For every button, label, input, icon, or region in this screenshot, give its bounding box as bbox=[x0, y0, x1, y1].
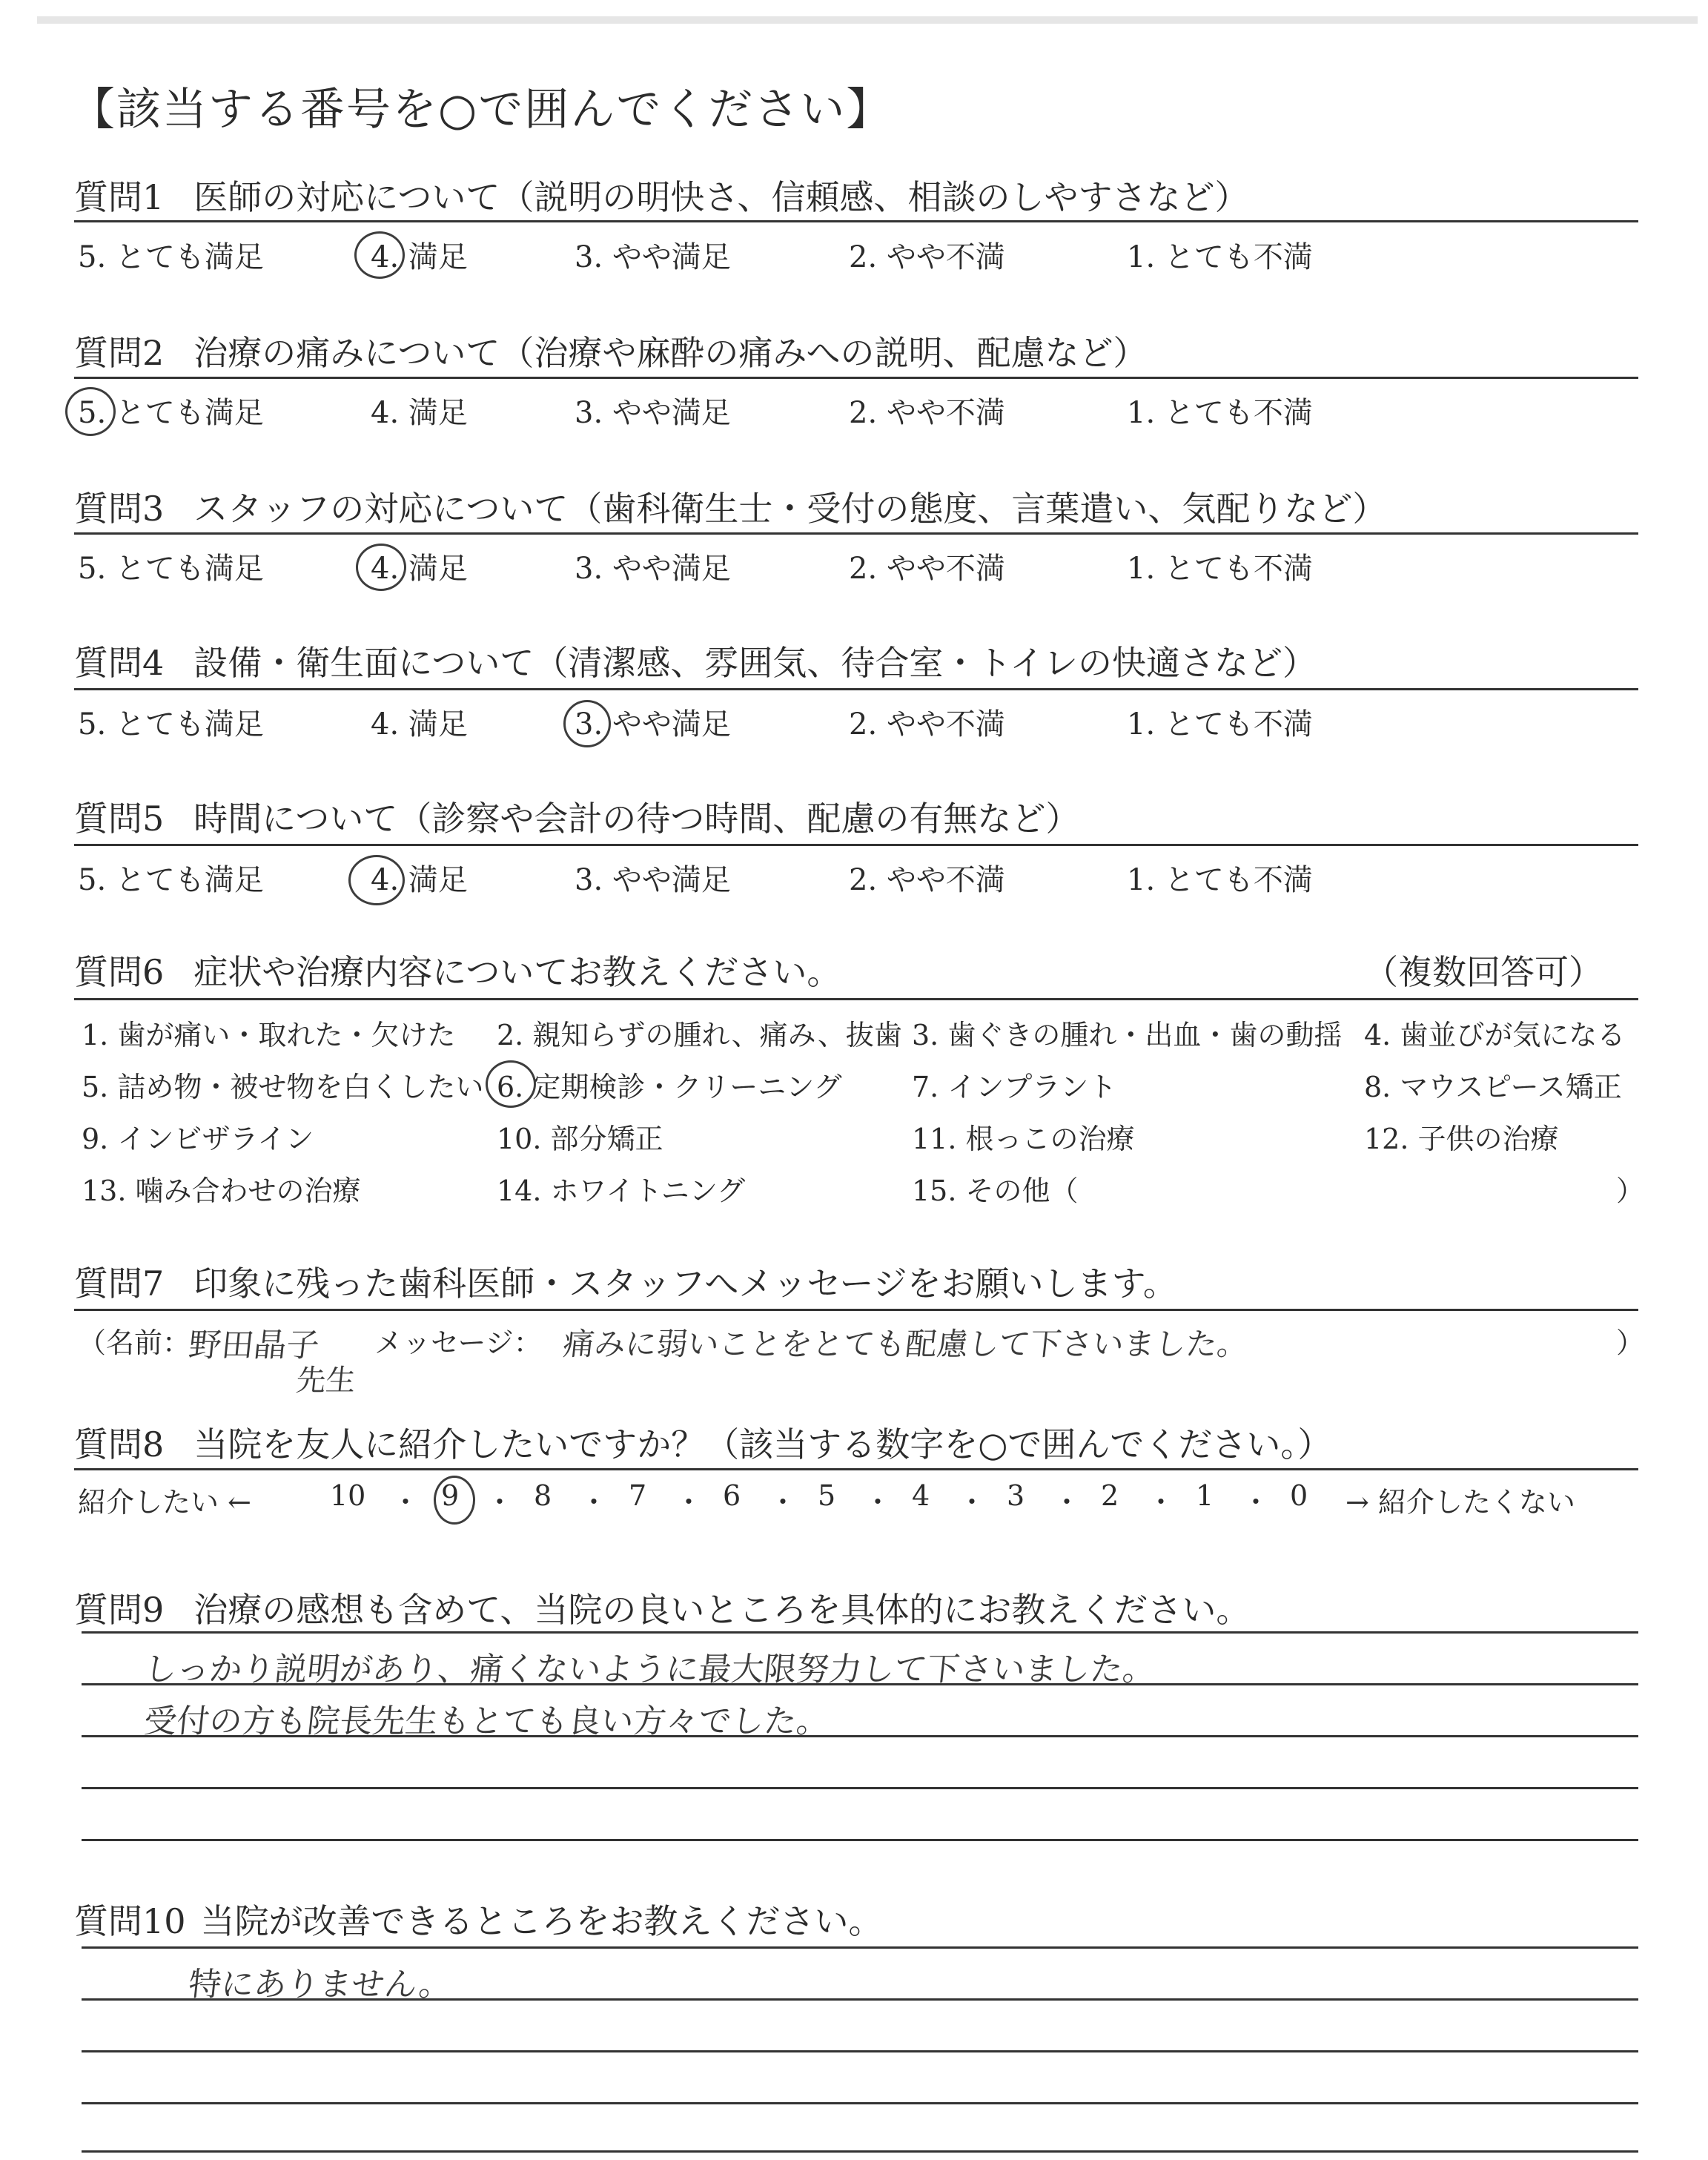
q8-value-5[interactable]: 5 bbox=[818, 1479, 836, 1512]
q2-option-4[interactable]: 4. 満足 bbox=[371, 396, 468, 430]
question-3-text: スタッフの対応について（歯科衛生士・受付の態度、言葉遣い、気配りなど） bbox=[193, 489, 1387, 529]
q6-item-12[interactable]: 12. 子供の治療 bbox=[1364, 1123, 1559, 1155]
q3-selection-circle bbox=[356, 544, 406, 591]
q6-item-13[interactable]: 13. 噛み合わせの治療 bbox=[82, 1175, 361, 1207]
q9-line-4 bbox=[82, 1787, 1638, 1789]
q8-separator: ・ bbox=[1242, 1486, 1271, 1519]
q1-option-3[interactable]: 3. やや満足 bbox=[575, 240, 731, 274]
q3-option-4[interactable]: 4. 満足 bbox=[371, 552, 468, 586]
q10-line-3 bbox=[82, 2050, 1638, 2052]
q8-separator: ・ bbox=[769, 1486, 798, 1519]
q8-value-3[interactable]: 3 bbox=[1007, 1479, 1025, 1512]
q6-item-11[interactable]: 11. 根っこの治療 bbox=[912, 1123, 1135, 1155]
q8-value-10[interactable]: 10 bbox=[330, 1479, 366, 1512]
question-6-label: 質問6 bbox=[74, 952, 165, 992]
q1-option-1[interactable]: 1. とても不満 bbox=[1127, 240, 1313, 274]
question-1-label: 質問1 bbox=[74, 177, 165, 217]
question-5-text: 時間について（診察や会計の待つ時間、配慮の有無など） bbox=[193, 799, 1080, 839]
q10-line-1 bbox=[82, 1946, 1638, 1949]
question-6-rule bbox=[74, 998, 1638, 1000]
q7-name-value[interactable]: 野田晶子 bbox=[186, 1327, 322, 1364]
q6-item-15-close: ） bbox=[1616, 1175, 1645, 1207]
q5-option-5[interactable]: 5. とても満足 bbox=[78, 863, 264, 897]
question-7-rule bbox=[74, 1309, 1638, 1311]
question-5-rule bbox=[74, 844, 1638, 846]
q8-separator: ・ bbox=[580, 1486, 609, 1519]
q8-selection-circle bbox=[434, 1476, 475, 1525]
q2-option-3[interactable]: 3. やや満足 bbox=[575, 396, 731, 430]
question-4-label: 質問4 bbox=[74, 643, 165, 683]
q6-item-5[interactable]: 5. 詰め物・被せ物を白くしたい bbox=[82, 1071, 484, 1103]
question-9-label: 質問9 bbox=[74, 1590, 165, 1630]
question-1-rule bbox=[74, 220, 1638, 222]
question-8-text: 当院を友人に紹介したいですか？（該当する数字を○で囲んでください。） bbox=[193, 1424, 1332, 1464]
q8-separator: ・ bbox=[675, 1486, 704, 1519]
q1-option-2[interactable]: 2. やや不満 bbox=[849, 240, 1005, 274]
q4-option-1[interactable]: 1. とても不満 bbox=[1127, 707, 1313, 742]
q3-option-1[interactable]: 1. とても不満 bbox=[1127, 552, 1313, 586]
form-title: 【該当する番号を○で囲んでください】 bbox=[70, 84, 893, 136]
question-4-title bbox=[74, 636, 1317, 685]
q4-selection-circle bbox=[563, 700, 611, 747]
q1-option-4[interactable]: 4. 満足 bbox=[371, 240, 468, 274]
question-9-text: 治療の感想も含めて、当院の良いところを具体的にお教えください。 bbox=[193, 1590, 1251, 1630]
q6-item-15[interactable]: 15. その他（ bbox=[912, 1175, 1079, 1207]
q6-item-4[interactable]: 4. 歯並びが気になる bbox=[1364, 1019, 1626, 1051]
q3-option-3[interactable]: 3. やや満足 bbox=[575, 552, 731, 586]
q6-item-2[interactable]: 2. 親知らずの腫れ、痛み、抜歯 bbox=[497, 1019, 902, 1051]
q4-option-2[interactable]: 2. やや不満 bbox=[849, 707, 1005, 742]
q8-value-6[interactable]: 6 bbox=[723, 1479, 741, 1512]
q7-name-label: （名前： bbox=[78, 1327, 191, 1359]
q3-option-2[interactable]: 2. やや不満 bbox=[849, 552, 1005, 586]
q6-item-7[interactable]: 7. インプラント bbox=[912, 1071, 1117, 1103]
question-6-text: 症状や治療内容についてお教えください。 bbox=[193, 952, 841, 992]
q6-item-8[interactable]: 8. マウスピース矯正 bbox=[1364, 1071, 1622, 1103]
q7-close-paren: ） bbox=[1616, 1327, 1645, 1359]
question-5-label: 質問5 bbox=[74, 799, 165, 839]
q6-item-1[interactable]: 1. 歯が痛い・取れた・欠けた bbox=[82, 1019, 456, 1051]
question-4-text: 設備・衛生面について（清潔感、雰囲気、待合室・トイレの快適さなど） bbox=[193, 643, 1317, 683]
question-7-label: 質問7 bbox=[74, 1264, 165, 1304]
q9-line-1 bbox=[82, 1631, 1638, 1634]
q8-value-9[interactable]: 9 bbox=[441, 1479, 460, 1512]
q8-value-7[interactable]: 7 bbox=[629, 1479, 647, 1512]
question-7-title bbox=[74, 1257, 1177, 1306]
q1-selection-circle bbox=[354, 231, 405, 279]
q8-value-2[interactable]: 2 bbox=[1101, 1479, 1119, 1512]
q9-answer-line-2[interactable]: 受付の方も院長先生もとても良い方々でした。 bbox=[142, 1702, 832, 1740]
q8-value-8[interactable]: 8 bbox=[534, 1479, 552, 1512]
q7-message-value[interactable]: 痛みに弱いことをとても配慮して下さいました。 bbox=[561, 1326, 1251, 1362]
q10-line-4 bbox=[82, 2102, 1638, 2104]
question-6-note: （複数回答可） bbox=[1364, 952, 1603, 992]
q8-right-label: → 紹介したくない bbox=[1345, 1486, 1575, 1519]
q3-option-5[interactable]: 5. とても満足 bbox=[78, 552, 264, 586]
question-10-label: 質問10 bbox=[74, 1901, 186, 1941]
question-8-label: 質問8 bbox=[74, 1424, 165, 1464]
q8-separator: ・ bbox=[958, 1486, 987, 1519]
question-2-label: 質問2 bbox=[74, 333, 165, 373]
question-2-text: 治療の痛みについて（治療や麻酔の痛みへの説明、配慮など） bbox=[193, 333, 1148, 373]
question-1-text: 医師の対応について（説明の明快さ、信頼感、相談のしやすさなど） bbox=[193, 177, 1249, 217]
question-2-rule bbox=[74, 377, 1638, 379]
q10-line-5 bbox=[82, 2150, 1638, 2153]
question-2-title bbox=[74, 326, 1147, 375]
q6-selection-circle bbox=[486, 1060, 536, 1108]
q9-line-5 bbox=[82, 1839, 1638, 1841]
question-3-title bbox=[74, 482, 1386, 531]
question-6-title bbox=[74, 945, 841, 994]
q8-value-1[interactable]: 1 bbox=[1196, 1479, 1214, 1512]
question-1-title bbox=[74, 171, 1249, 219]
q10-answer-line-1[interactable]: 特にありません。 bbox=[186, 1966, 454, 2004]
q8-left-label: 紹介したい ← bbox=[78, 1486, 251, 1519]
q8-value-0[interactable]: 0 bbox=[1290, 1479, 1308, 1512]
q6-item-6[interactable]: 6. 定期検診・クリーニング bbox=[497, 1071, 842, 1103]
q9-answer-line-1[interactable]: しっかり説明があり、痛くないように最大限努力して下さいました。 bbox=[142, 1651, 1158, 1688]
q6-item-10[interactable]: 10. 部分矯正 bbox=[497, 1123, 663, 1155]
q5-option-2[interactable]: 2. やや不満 bbox=[849, 863, 1005, 897]
q4-option-3[interactable]: 3. やや満足 bbox=[575, 707, 731, 742]
q8-separator: ・ bbox=[486, 1486, 514, 1519]
question-8-rule bbox=[74, 1468, 1638, 1470]
question-7-text: 印象に残った歯科医師・スタッフへメッセージをお願いします。 bbox=[193, 1264, 1177, 1304]
q6-item-14[interactable]: 14. ホワイトニング bbox=[497, 1175, 746, 1207]
q7-message-label: メッセージ： bbox=[374, 1327, 542, 1359]
q4-option-5[interactable]: 5. とても満足 bbox=[78, 707, 264, 742]
question-10-title bbox=[74, 1895, 883, 1943]
q6-item-3[interactable]: 3. 歯ぐきの腫れ・出血・歯の動揺 bbox=[912, 1019, 1343, 1051]
scan-top-edge bbox=[37, 16, 1698, 24]
question-3-rule bbox=[74, 532, 1638, 535]
q8-value-4[interactable]: 4 bbox=[912, 1479, 930, 1512]
q5-option-4[interactable]: 4. 満足 bbox=[371, 863, 468, 897]
question-9-title bbox=[74, 1583, 1250, 1632]
question-8-title bbox=[74, 1418, 1331, 1467]
q5-option-1[interactable]: 1. とても不満 bbox=[1127, 863, 1313, 897]
q1-option-5[interactable]: 5. とても満足 bbox=[78, 240, 264, 274]
q2-option-1[interactable]: 1. とても不満 bbox=[1127, 396, 1313, 430]
question-5-title bbox=[74, 792, 1079, 841]
q2-option-5[interactable]: 5. とても満足 bbox=[78, 396, 264, 430]
question-3-label: 質問3 bbox=[74, 489, 165, 529]
q7-name-suffix: 先生 bbox=[294, 1364, 358, 1398]
q8-separator: ・ bbox=[391, 1486, 420, 1519]
q4-option-4[interactable]: 4. 満足 bbox=[371, 707, 468, 742]
q6-item-9[interactable]: 9. インビザライン bbox=[82, 1123, 314, 1155]
q8-separator: ・ bbox=[1147, 1486, 1176, 1519]
q5-selection-circle bbox=[348, 855, 405, 905]
q8-separator: ・ bbox=[1053, 1486, 1082, 1519]
q2-option-2[interactable]: 2. やや不満 bbox=[849, 396, 1005, 430]
question-4-rule bbox=[74, 688, 1638, 690]
q8-separator: ・ bbox=[864, 1486, 893, 1519]
question-10-text: 当院が改善できるところをお教えください。 bbox=[200, 1901, 883, 1941]
q2-selection-circle bbox=[65, 387, 116, 436]
q5-option-3[interactable]: 3. やや満足 bbox=[575, 863, 731, 897]
